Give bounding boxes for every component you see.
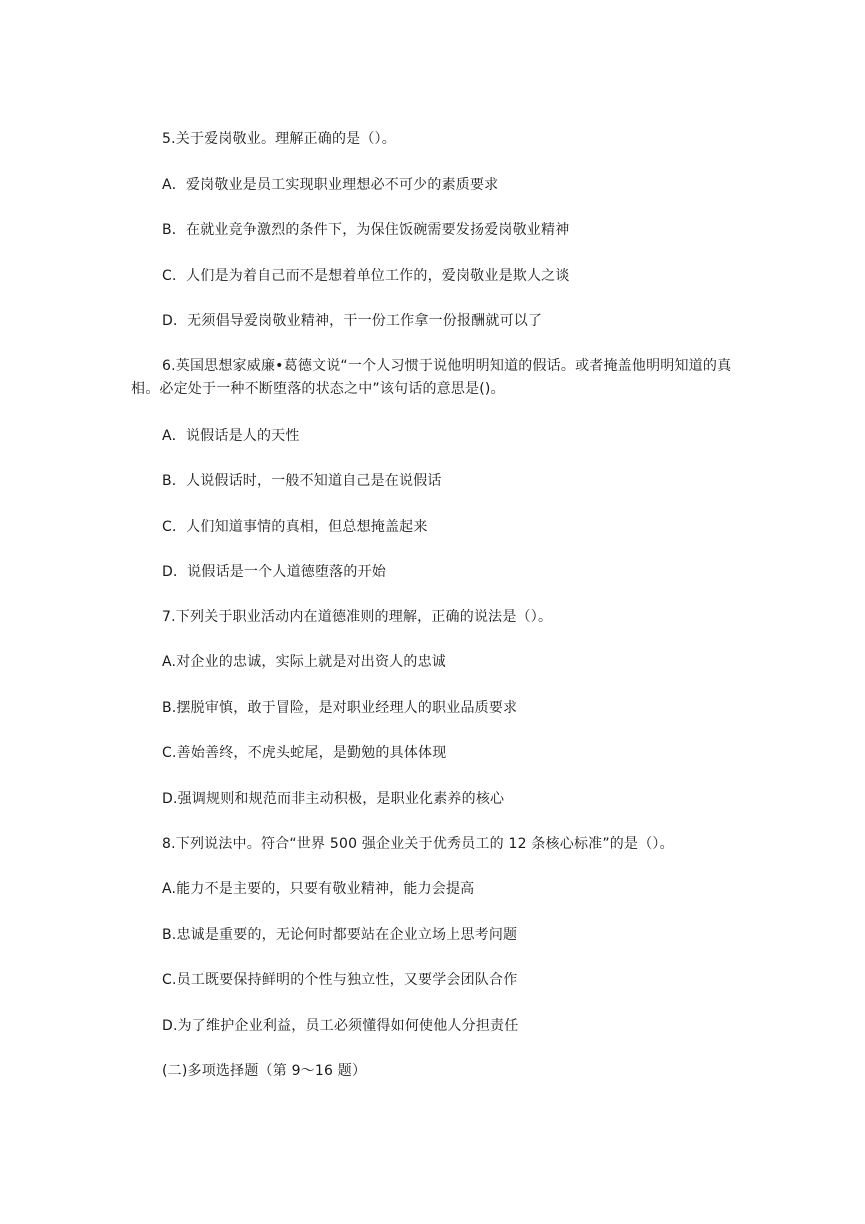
question-5-option-c: C．人们是为着自己而不是想着单位工作的，爱岗敬业是欺人之谈	[162, 268, 570, 284]
question-8-option-b: B.忠诚是重要的，无论何时都要站在企业立场上思考问题	[162, 927, 518, 943]
question-5-stem: 5.关于爱岗敬业。理解正确的是（）。	[162, 131, 396, 147]
question-6-option-c: C．人们知道事情的真相，但总想掩盖起来	[162, 519, 428, 535]
question-6-stem: 6.英国思想家威廉•葛德文说“一个人习惯于说他明明知道的假话。或者掩盖他明明知道的真相。必定处于一种不断堕落的状态之中”该句话的意思是()。	[131, 358, 732, 397]
question-8-option-a: A.能力不是主要的，只要有敬业精神，能力会提高	[162, 881, 475, 897]
section-heading: (二)多项选择题（第 9～16 题）	[162, 1063, 367, 1079]
question-6-option-b: B．人说假话时，一般不知道自己是在说假话	[162, 473, 442, 489]
question-7-option-c: C.善始善终，不虎头蛇尾，是勤勉的具体体现	[162, 745, 447, 761]
question-5-option-a: A．爱岗敬业是员工实现职业理想必不可少的素质要求	[162, 177, 499, 193]
question-7-option-d: D.强调规则和规范而非主动积极，是职业化素养的核心	[162, 791, 505, 807]
question-7-option-b: B.摆脱审慎，敢于冒险，是对职业经理人的职业品质要求	[162, 700, 518, 716]
question-5-option-d: D．无须倡导爱岗敬业精神，干一份工作拿一份报酬就可以了	[162, 313, 543, 329]
question-5-option-b: B．在就业竞争激烈的条件下，为保住饭碗需要发扬爱岗敬业精神	[162, 222, 570, 238]
question-8-stem: 8.下列说法中。符合“世界 500 强企业关于优秀员工的 12 条核心标准”的是（）。	[162, 836, 674, 852]
question-8-option-c: C.员工既要保持鲜明的个性与独立性，又要学会团队合作	[162, 972, 518, 988]
question-7-option-a: A.对企业的忠诚，实际上就是对出资人的忠诚	[162, 654, 446, 670]
question-6-option-d: D．说假话是一个人道德堕落的开始	[162, 564, 386, 580]
question-7-stem: 7.下列关于职业活动内在道德准则的理解，正确的说法是（）。	[162, 609, 553, 625]
question-8-option-d: D.为了维护企业利益，员工必须懂得如何使他人分担责任	[162, 1018, 519, 1034]
question-6-option-a: A．说假话是人的天性	[162, 428, 300, 444]
